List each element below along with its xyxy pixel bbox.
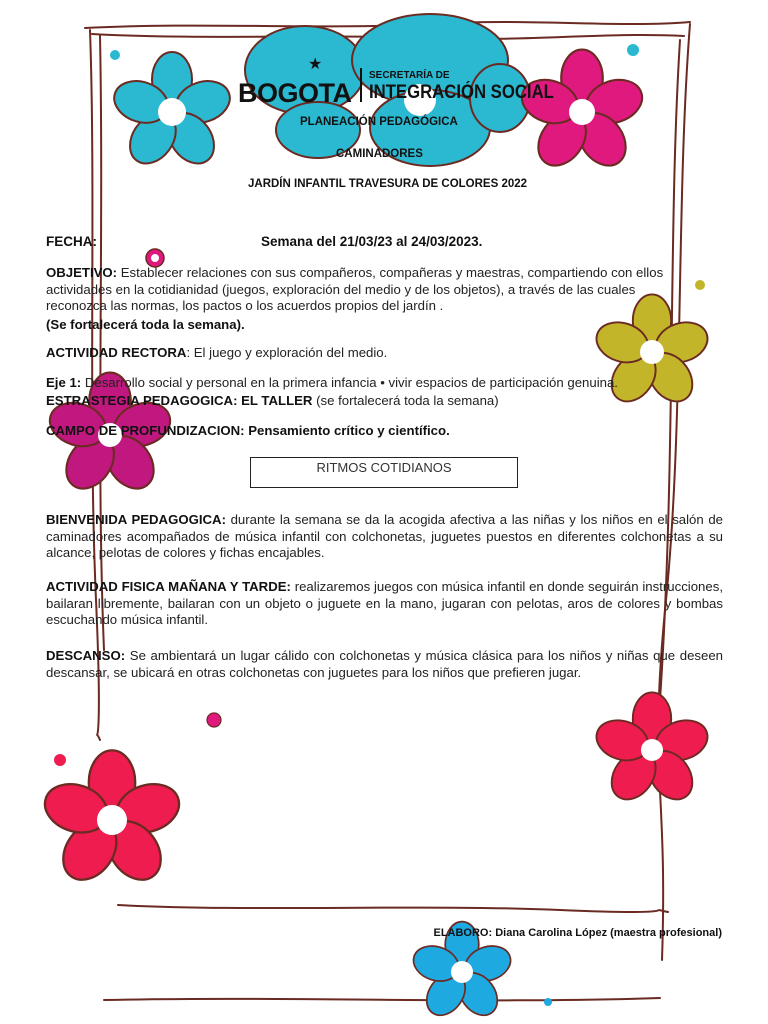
footer-elaboro bbox=[433, 927, 722, 939]
descanso-paragraph bbox=[46, 648, 723, 681]
fecha-value: Semana del 21/03/23 al 24/03/2023. bbox=[261, 234, 483, 249]
logo-secretaria: SECRETARÍA DE bbox=[369, 70, 450, 81]
objetivo-note: (Se fortalecerá toda la semana). bbox=[46, 317, 245, 332]
fecha-row bbox=[46, 234, 726, 249]
objetivo-paragraph bbox=[46, 265, 678, 315]
eje-row bbox=[46, 375, 726, 392]
estrategia-text: (se fortalecerá toda la semana) bbox=[312, 393, 499, 408]
title-caminadores: CAMINADORES bbox=[336, 148, 423, 160]
bienvenida-paragraph bbox=[46, 512, 723, 562]
actividad-rectora-text: : El juego y exploración del medio. bbox=[186, 345, 388, 360]
logo-divider bbox=[360, 68, 362, 102]
logo-integracion-social: INTEGRACIÓN SOCIAL bbox=[369, 82, 554, 103]
campo-label: CAMPO DE PROFUNDIZACION: Pensamiento crítico y científico. bbox=[46, 423, 450, 438]
title-planeacion: PLANEACIÓN PEDAGÓGICA bbox=[300, 116, 458, 128]
objetivo-label: OBJETIVO: bbox=[46, 265, 118, 280]
logo-bogota: BOGOTA bbox=[238, 78, 352, 108]
eje-label: Eje 1: bbox=[46, 375, 82, 390]
footer-text: Diana Carolina López (maestra profesional) bbox=[492, 927, 722, 939]
title-jardin: JARDÍN INFANTIL TRAVESURA DE COLORES 2022 bbox=[248, 178, 528, 190]
descanso-label: DESCANSO: bbox=[46, 648, 126, 663]
actividad-fisica-paragraph bbox=[46, 579, 723, 629]
campo-row bbox=[46, 423, 726, 440]
actividad-fisica-text: realizaremos juegos con música infantil en donde seguirán instrucciones, bailaran libremente, bailaran con un objeto o juguete en la mano, jugaran con pelotas, aros de colores y bombas escuchando música infantil. bbox=[46, 579, 723, 627]
actividad-rectora-label: ACTIVIDAD RECTORA bbox=[46, 345, 187, 360]
actividad-fisica-label: ACTIVIDAD FISICA MAÑANA Y TARDE: bbox=[46, 579, 291, 594]
ritmos-cotidianos-box: RITMOS COTIDIANOS bbox=[250, 457, 518, 488]
objetivo-text: Establecer relaciones con sus compañeros, compañeras y maestras, compartiendo con ellos actividades en la cotidianidad (juegos, exploración del medio y de los objetos), a través de las cuales reconozca las normas, los pactos o los acuerdos propios del jardín . bbox=[46, 265, 664, 313]
estrategia-label: ESTRASTEGIA PEDAGOGICA: EL TALLER bbox=[46, 393, 313, 408]
bienvenida-label: BIENVENIDA PEDAGOGICA: bbox=[46, 512, 226, 527]
eje-text: Desarrollo social y personal en la primera infancia • vivir espacios de participación genuina. bbox=[81, 375, 618, 390]
footer-label: ELABORO: bbox=[433, 927, 493, 939]
estrategia-row bbox=[46, 393, 726, 410]
star-icon: ★ bbox=[308, 56, 323, 73]
actividad-rectora-row bbox=[46, 345, 726, 362]
bienvenida-text: durante la semana se da la acogida afectiva a las niñas y los niños en el salón de caminadores acompañados de música infantil con colchonetas, juguetes puestos en diferentes colchonetas a su alcance, pelotas de colores y fichas encajables. bbox=[46, 512, 723, 560]
descanso-text: Se ambientará un lugar cálido con colchonetas y música clásica para los niños y niñas que deseen descansar, se ubicará en otras colchonetas con juguetes para los niños que prefieren jugar. bbox=[46, 648, 723, 680]
fecha-label: FECHA: bbox=[46, 234, 97, 249]
